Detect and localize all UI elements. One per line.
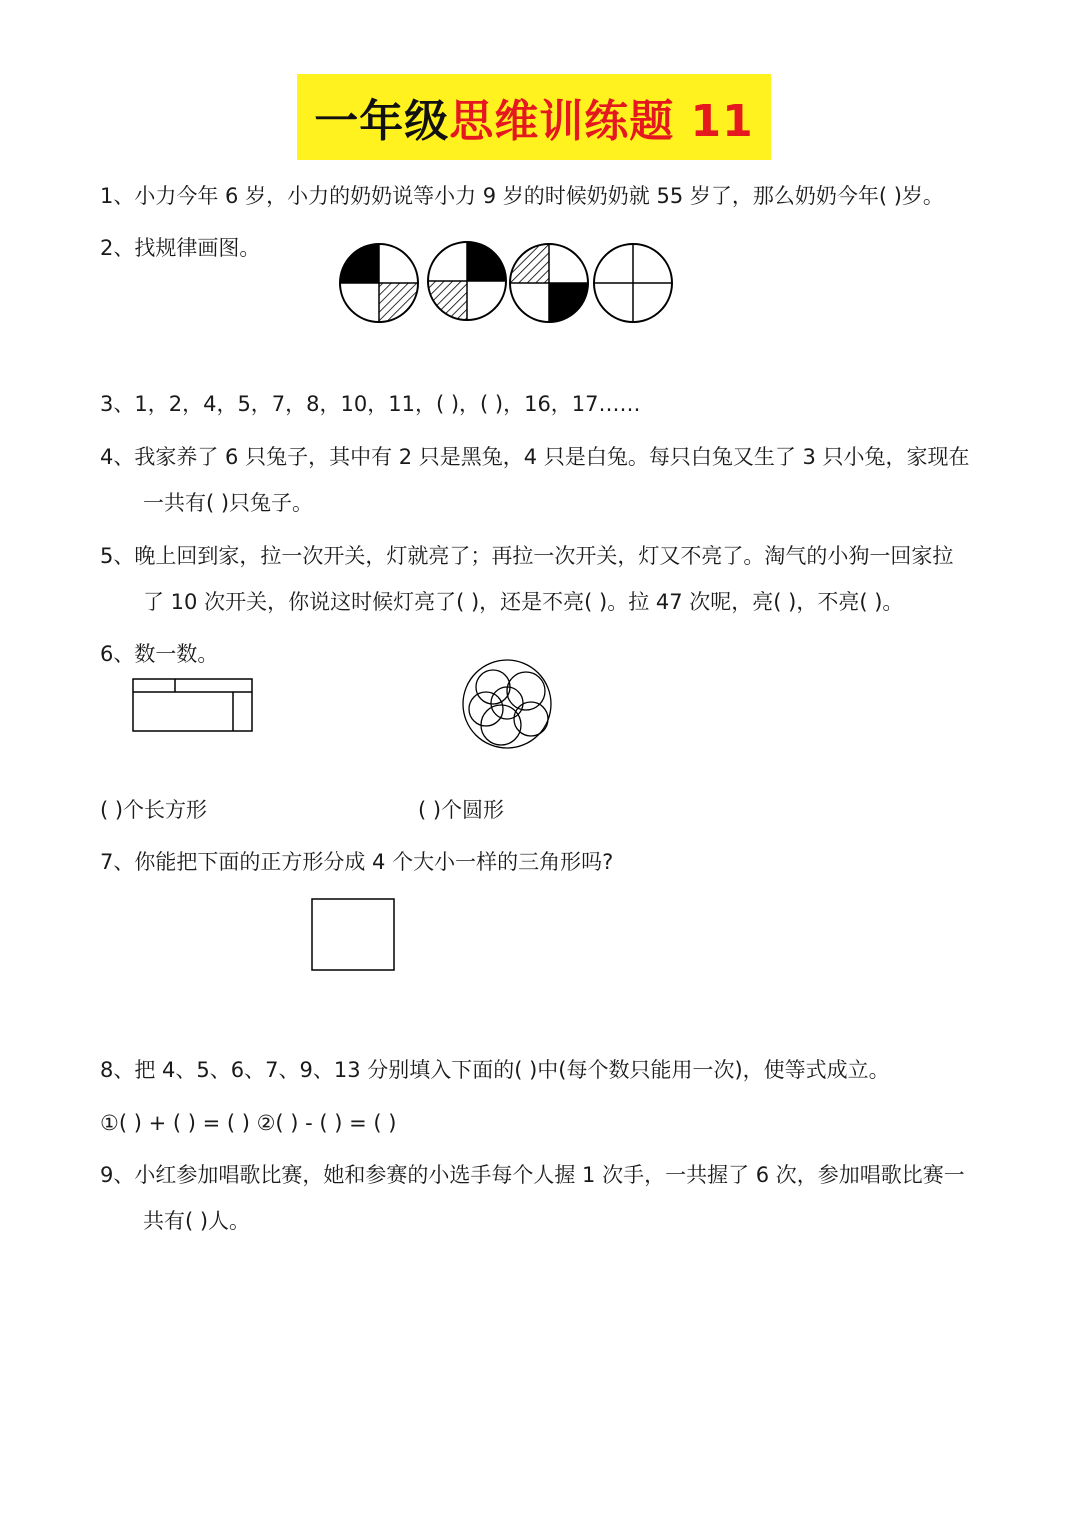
question-5-line-2: 了 10 次开关，你说这时候灯亮了( )，还是不亮( )。拉 47 次呢，亮( )，不亮( )。: [143, 590, 904, 614]
circles-figure: [460, 657, 554, 751]
question-6-rect-answer: ( )个长方形: [100, 798, 208, 822]
question-8-equations: ①( ) + ( ) = ( ) ②( ) - ( ) = ( ): [100, 1111, 397, 1135]
question-7: 7、你能把下面的正方形分成 4 个大小一样的三角形吗?: [100, 850, 614, 874]
pattern-circle-4-blank: [594, 244, 672, 322]
title-banner: [297, 74, 771, 160]
question-1: 1、小力今年 6 岁，小力的奶奶说等小力 9 岁的时候奶奶就 55 岁了，那么奶奶今年( )岁。: [100, 184, 944, 208]
square-figure: [311, 898, 395, 971]
title-topic: 思维训练题 11: [449, 96, 754, 147]
question-4-line-1: 4、我家养了 6 只兔子，其中有 2 只是黑兔，4 只是白兔。每只白兔又生了 3 只小兔，家现在: [100, 445, 970, 469]
pattern-circles-figure: [336, 236, 676, 328]
pattern-circle-2: [428, 242, 506, 320]
question-9-line-1: 9、小红参加唱歌比赛，她和参赛的小选手每个人握 1 次手，一共握了 6 次，参加唱歌比赛一: [100, 1163, 965, 1187]
question-6-circle-answer: ( )个圆形: [418, 798, 505, 822]
question-6: 6、数一数。: [100, 642, 219, 666]
pattern-circle-1: [340, 244, 418, 322]
title-grade: 一年级: [314, 96, 450, 147]
question-5-line-1: 5、晚上回到家，拉一次开关，灯就亮了；再拉一次开关，灯又不亮了。淘气的小狗一回家拉: [100, 544, 954, 568]
question-2: 2、找规律画图。: [100, 236, 261, 260]
question-3: 3、1，2，4，5，7，8，10，11，( )，( )，16，17……: [100, 392, 641, 416]
pattern-circle-3: [510, 244, 588, 322]
rectangles-figure: [132, 678, 254, 733]
question-8: 8、把 4、5、6、7、9、13 分别填入下面的( )中(每个数只能用一次)，使等式成立。: [100, 1058, 890, 1082]
question-9-line-2: 共有( )人。: [143, 1209, 251, 1233]
page-title: [314, 85, 754, 149]
question-4-line-2: 一共有( )只兔子。: [143, 491, 314, 515]
